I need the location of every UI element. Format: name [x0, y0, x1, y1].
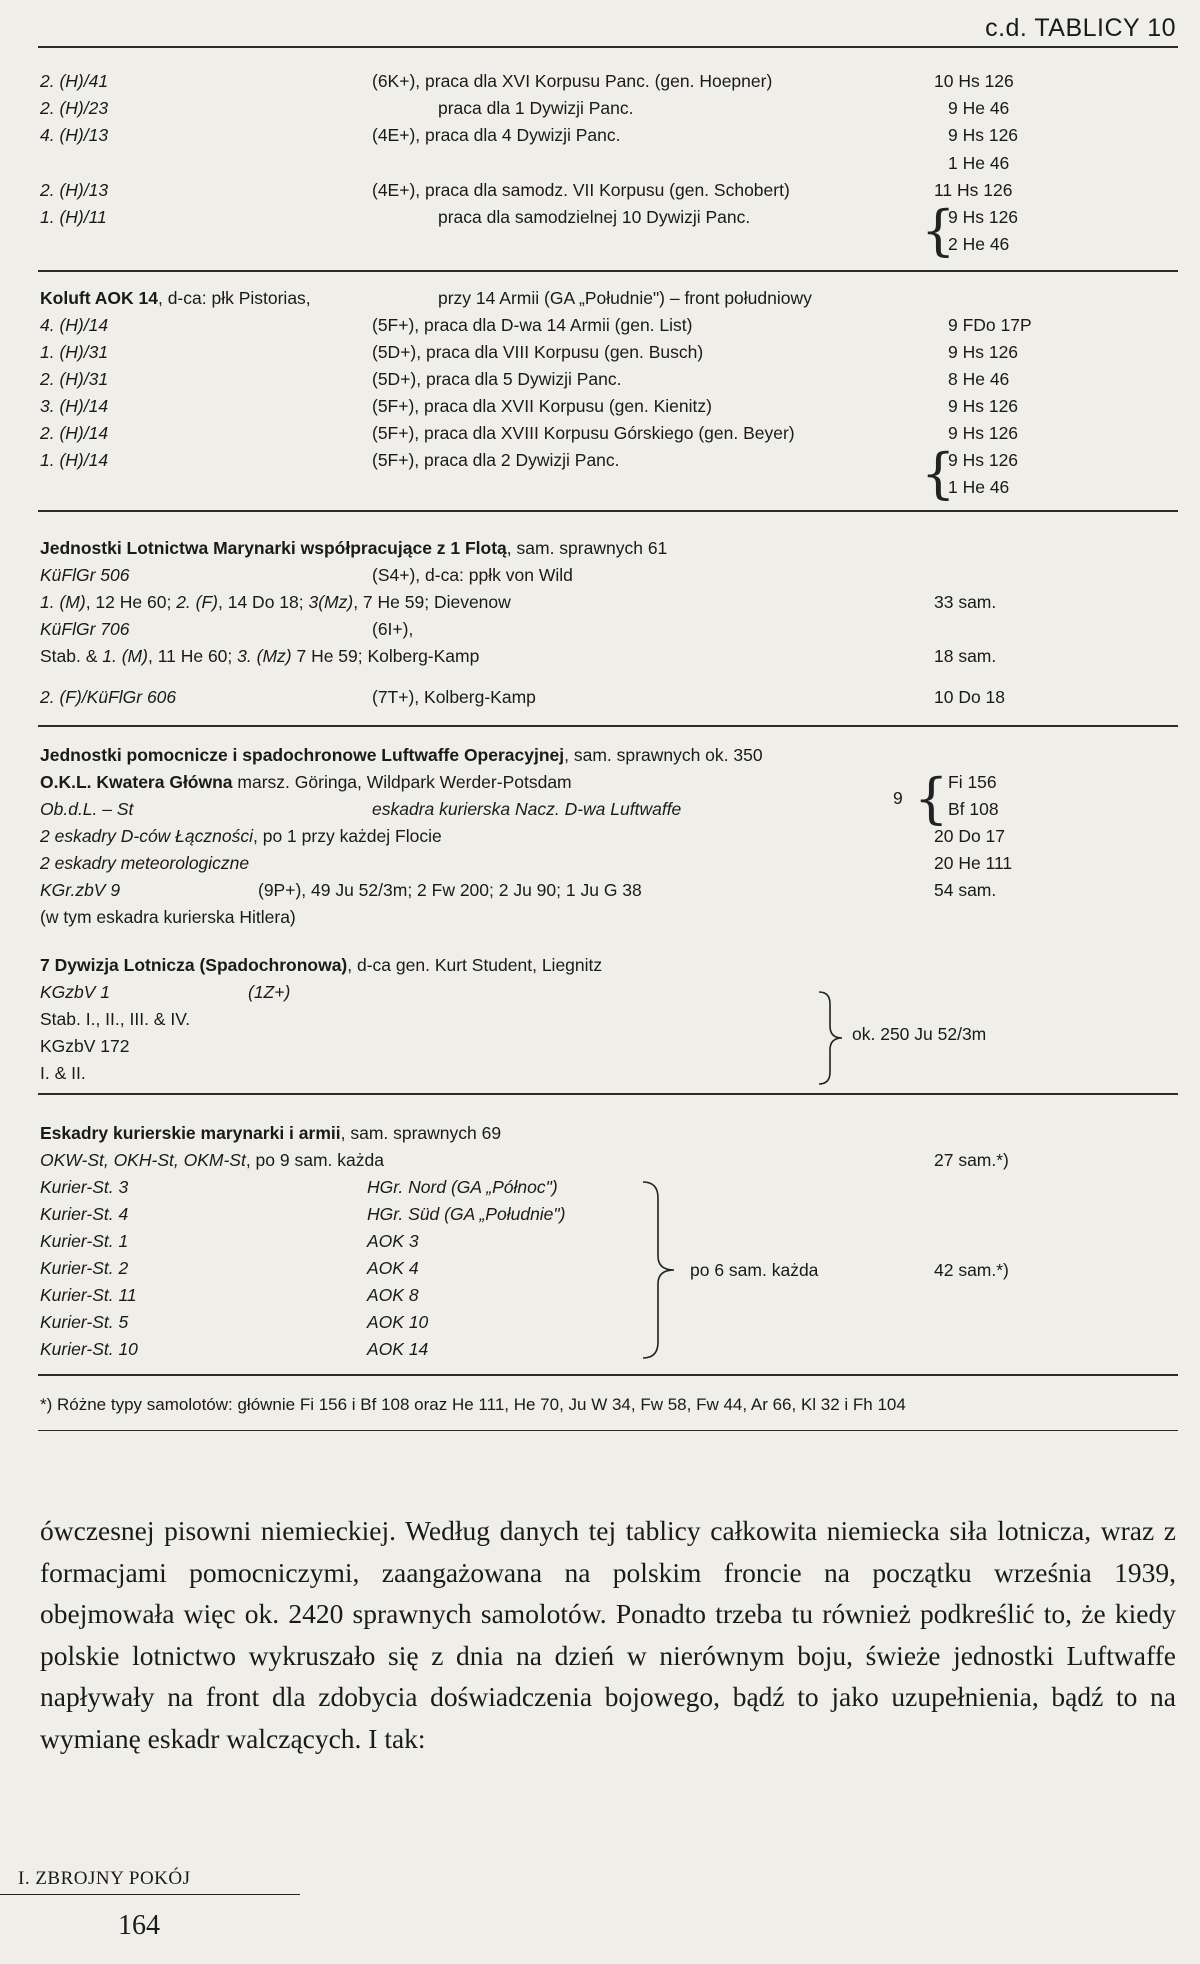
okl-heading-rest: marsz. Göringa, Wildpark Werder-Potsdam: [232, 772, 572, 792]
table-bottom-rule: [38, 1430, 1178, 1431]
section-heading: [40, 742, 763, 769]
okl-heading-bold: O.K.L. Kwatera Główna: [40, 772, 233, 792]
unit-description: (4E+), praca dla 4 Dywizji Panc.: [372, 125, 621, 145]
aircraft-count: 2 He 46: [948, 234, 1010, 254]
section-heading-rest: , d-ca: płk Pistorias,: [157, 288, 311, 308]
courier-assignment: AOK 10: [367, 1312, 429, 1332]
section-heading-rest: , sam. sprawnych 61: [506, 538, 668, 558]
unit-code: KGzbV 1: [40, 982, 111, 1002]
unit-description: (5F+), praca dla XVIII Korpusu Górskiego (gen. Beyer): [372, 423, 795, 443]
unit-text: , po 1 przy każdej Flocie: [253, 826, 442, 846]
unit-description: (5D+), praca dla VIII Korpusu (gen. Busch): [372, 342, 704, 362]
section-rule: [38, 725, 1178, 727]
aircraft-count: 20 He 111: [934, 853, 1013, 873]
aircraft-count: 9 He 46: [948, 98, 1010, 118]
aircraft-count: 1 He 46: [948, 153, 1010, 173]
courier-unit: Kurier-St. 10: [40, 1339, 138, 1359]
body-paragraph: [40, 1510, 1176, 1759]
unit-description: (7T+), Kolberg-Kamp: [372, 687, 536, 707]
unit-code: KüFlGr 706: [40, 619, 130, 639]
unit-code: 1. (H)/14: [40, 450, 109, 470]
section-heading-bold: Jednostki Lotnictwa Marynarki współpracujące z 1 Flotą: [40, 538, 507, 558]
section-rule: [38, 1093, 1178, 1095]
unit-text: , 11 He 60;: [147, 646, 238, 666]
aircraft-count: 9 Hs 126: [948, 125, 1019, 145]
unit-description: (5F+), praca dla D-wa 14 Armii (gen. List): [372, 315, 693, 335]
courier-unit: Kurier-St. 3: [40, 1177, 129, 1197]
brace-right: [640, 1180, 680, 1360]
section-heading: [40, 285, 311, 312]
unit-code: 2 eskadry D-ców Łączności: [40, 826, 253, 846]
aircraft-count: 27 sam.*): [934, 1150, 1009, 1170]
unit-composition: [40, 589, 511, 616]
unit-description: (5F+), praca dla 2 Dywizji Panc.: [372, 450, 620, 470]
unit-description: (5F+), praca dla XVII Korpusu (gen. Kienitz): [372, 396, 712, 416]
courier-assignment: AOK 14: [367, 1339, 429, 1359]
courier-assignment: HGr. Süd (GA „Południe"): [367, 1204, 566, 1224]
unit-description: eskadra kurierska Nacz. D-wa Luftwaffe: [372, 799, 682, 819]
footer-rule: [0, 1894, 300, 1895]
section-heading-rest: , sam. sprawnych ok. 350: [564, 745, 763, 765]
unit-text: , 12 He 60;: [85, 592, 177, 612]
section-rule: [38, 270, 1178, 272]
section-heading-rest: , d-ca gen. Kurt Student, Liegnitz: [347, 955, 603, 975]
unit-description: [40, 823, 442, 850]
unit-code: 2. (H)/14: [40, 423, 109, 443]
section-heading-bold: Koluft AOK 14: [40, 288, 158, 308]
unit-code: 2. (F)/KüFlGr 606: [40, 687, 177, 707]
aircraft-count: 9 Hs 126: [948, 342, 1019, 362]
aircraft-type: Fi 156: [948, 772, 997, 792]
unit-code: 2. (H)/31: [40, 369, 109, 389]
table-continuation-title: c.d. TABLICY 10: [985, 14, 1176, 42]
aircraft-count: 9 Hs 126: [948, 396, 1019, 416]
unit-code: 3. (Mz): [237, 646, 292, 666]
unit-code: 3. (H)/14: [40, 396, 109, 416]
section-heading-bold: Jednostki pomocnicze i spadochronowe Luftwaffe Operacyjnej: [40, 745, 565, 765]
unit-code: Ob.d.L. – St: [40, 799, 134, 819]
unit-code: KüFlGr 506: [40, 565, 130, 585]
unit-code: 3(Mz): [308, 592, 354, 612]
aircraft-count: 18 sam.: [934, 646, 997, 666]
unit-code: 1. (M): [102, 646, 148, 666]
unit-code: 1. (H)/31: [40, 342, 109, 362]
aircraft-count: 9 Hs 126: [948, 423, 1019, 443]
unit-description: (6I+),: [372, 619, 414, 639]
section-rule: [38, 510, 1178, 512]
group-note: po 6 sam. każda: [690, 1260, 819, 1280]
unit-description: praca dla 1 Dywizji Panc.: [438, 98, 634, 118]
aircraft-total: 9: [893, 788, 903, 808]
courier-unit: Kurier-St. 2: [40, 1258, 129, 1278]
courier-unit: Kurier-St. 5: [40, 1312, 129, 1332]
unit-description: (4E+), praca dla samodz. VII Korpusu (gen. Schobert): [372, 180, 790, 200]
unit-code: 2. (H)/41: [40, 71, 109, 91]
unit-description: (5D+), praca dla 5 Dywizji Panc.: [372, 369, 622, 389]
aircraft-count: 10 Do 18: [934, 687, 1006, 707]
unit-text: , 7 He 59; Dievenow: [353, 592, 511, 612]
unit-text: , 14 Do 18;: [218, 592, 309, 612]
table-footnote: *) Różne typy samolotów: głównie Fi 156 i Bf 108 oraz He 111, He 70, Ju W 34, Fw 58, Fw 44, Ar 66, Kl 32 i Fh 104: [40, 1395, 906, 1414]
brace-left: {: [914, 767, 949, 830]
unit-code: KGr.zbV 9: [40, 880, 121, 900]
unit-description: (S4+), d-ca: ppłk von Wild: [372, 565, 573, 585]
aircraft-count: 9 Hs 126: [948, 450, 1019, 470]
courier-assignment: AOK 4: [367, 1258, 419, 1278]
unit-code: OKW-St, OKH-St, OKM-St: [40, 1150, 246, 1170]
brace-left: {: [921, 199, 956, 262]
aircraft-count: 9 FDo 17P: [948, 315, 1032, 335]
aircraft-count: 1 He 46: [948, 477, 1010, 497]
header-rule: [38, 46, 1178, 48]
unit-code-mark: (1Z+): [248, 982, 291, 1002]
body-paragraph-text: ówczesnej pisowni niemieckiej. Według danych tej tablicy całkowita niemiecka siła lotnicza, wraz z formacjami pomocniczymi, zaangażowana na polskim froncie na początku września 1939, obejmowała więc ok. 2420 sprawnych samolotów. Ponadto trzeba tu również podkreślić to, że kiedy polskie lotnictwo wykruszało się z dnia na dzień w nierównym boju, świeże jednostki Luftwaffe napływały na front dla zdobycia doświadczenia bojowego, bądź to jako uzupełnienia, bądź to na wymianę eskadr walczących. I tak:: [40, 1515, 1176, 1754]
unit-text: Stab. &: [40, 646, 103, 666]
aircraft-count: 10 Hs 126: [934, 71, 1014, 91]
aircraft-type: Bf 108: [948, 799, 999, 819]
courier-assignment: HGr. Nord (GA „Północ"): [367, 1177, 558, 1197]
unit-description: Stab. I., II., III. & IV.: [40, 1009, 191, 1029]
courier-unit: Kurier-St. 11: [40, 1285, 137, 1305]
aircraft-count: 20 Do 17: [934, 826, 1006, 846]
unit-description: praca dla samodzielnej 10 Dywizji Panc.: [438, 207, 751, 227]
unit-description: (6K+), praca dla XVI Korpusu Panc. (gen. Hoepner): [372, 71, 773, 91]
unit-code: 1. (M): [40, 592, 86, 612]
unit-code: 2. (H)/13: [40, 180, 109, 200]
courier-assignment: AOK 8: [367, 1285, 419, 1305]
unit-code: 2. (H)/23: [40, 98, 109, 118]
unit-composition: [40, 643, 479, 670]
courier-unit: Kurier-St. 4: [40, 1204, 129, 1224]
section-heading-bold: 7 Dywizja Lotnicza (Spadochronowa): [40, 955, 348, 975]
section-rule: [38, 1374, 1178, 1376]
unit-description: I. & II.: [40, 1063, 86, 1083]
section-heading: [40, 535, 667, 562]
unit-description: 2 eskadry meteorologiczne: [40, 853, 250, 873]
unit-text: , po 9 sam. każda: [245, 1150, 384, 1170]
unit-code: 4. (H)/14: [40, 315, 109, 335]
aircraft-count: 11 Hs 126: [934, 180, 1013, 200]
okl-heading: [40, 769, 572, 796]
aircraft-count: 42 sam.*): [934, 1260, 1009, 1280]
unit-text: 7 He 59; Kolberg-Kamp: [291, 646, 480, 666]
unit-code: KGzbV 172: [40, 1036, 130, 1056]
courier-unit: Kurier-St. 1: [40, 1231, 129, 1251]
aircraft-total: ok. 250 Ju 52/3m: [852, 1024, 987, 1044]
unit-description: (9P+), 49 Ju 52/3m; 2 Fw 200; 2 Ju 90; 1 Ju G 38: [258, 880, 642, 900]
page-number: 164: [118, 1910, 160, 1941]
brace-left: {: [921, 442, 956, 505]
unit-note: (w tym eskadra kurierska Hitlera): [40, 907, 296, 927]
aircraft-count: 8 He 46: [948, 369, 1010, 389]
unit-description: [40, 1147, 384, 1174]
running-footer-section: I. ZBROJNY POKÓJ: [18, 1868, 191, 1889]
unit-code: 1. (H)/11: [40, 207, 107, 227]
unit-code: 2. (F): [176, 592, 218, 612]
aircraft-count: 54 sam.: [934, 880, 997, 900]
courier-assignment: AOK 3: [367, 1231, 419, 1251]
section-heading-rest: , sam. sprawnych 69: [340, 1123, 502, 1143]
aircraft-count: 33 sam.: [934, 592, 997, 612]
section-heading: [40, 1120, 501, 1147]
section-heading: [40, 952, 602, 979]
unit-code: 4. (H)/13: [40, 125, 109, 145]
section-heading-bold: Eskadry kurierskie marynarki i armii: [40, 1123, 341, 1143]
section-heading-desc: przy 14 Armii (GA „Południe") – front południowy: [438, 288, 812, 308]
brace-right: [816, 990, 846, 1086]
aircraft-count: 9 Hs 126: [948, 207, 1019, 227]
